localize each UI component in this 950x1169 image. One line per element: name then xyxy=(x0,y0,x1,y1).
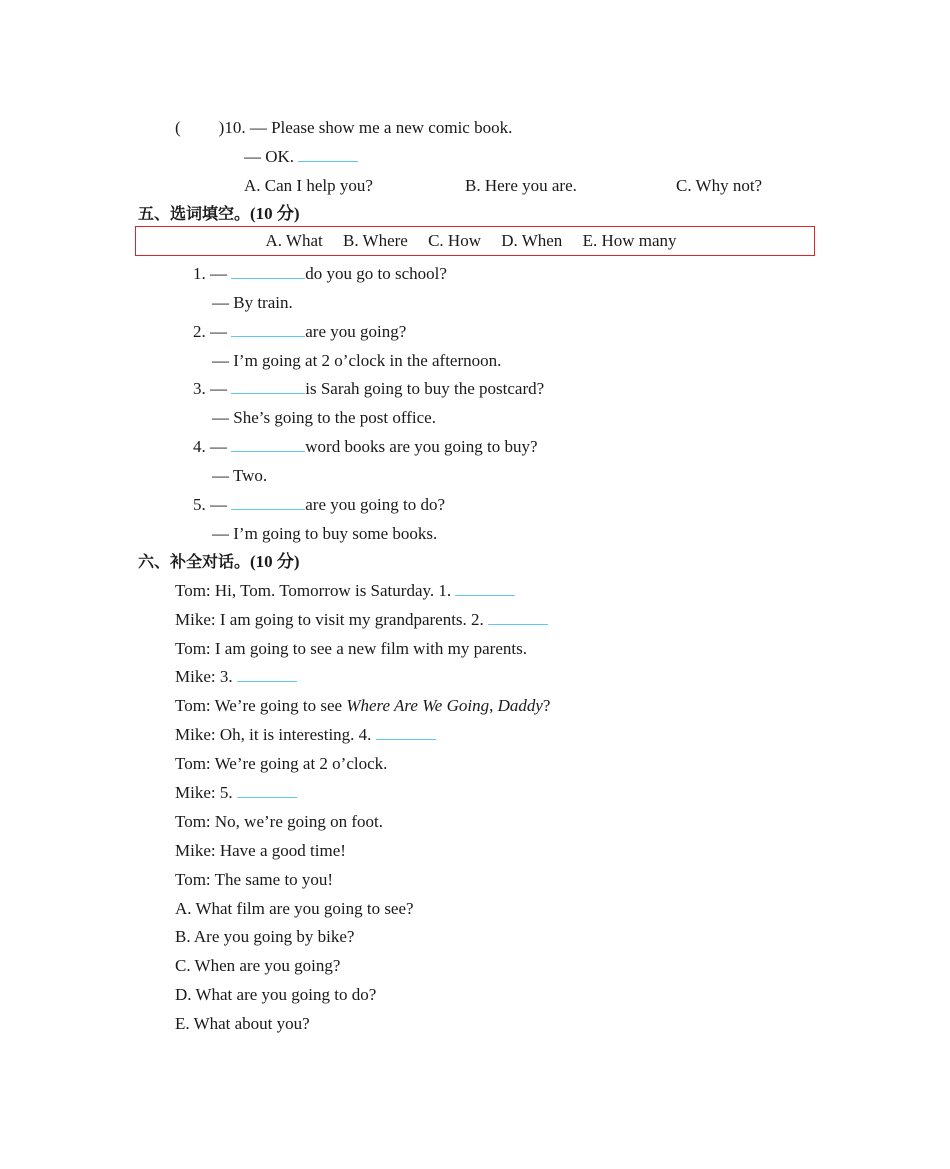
word-option-c: C. How xyxy=(428,231,481,250)
dialogue-line-9: Tom: No, we’re going on foot. xyxy=(175,812,383,831)
s5-item-2-num: 2. xyxy=(193,322,206,341)
s5-dash: — xyxy=(212,293,229,312)
section6-heading xyxy=(138,551,300,573)
q10-option-a: A. Can I help you? xyxy=(244,176,373,195)
q10-reply: OK. xyxy=(265,147,295,166)
s5-item-3-answer-text: She’s going to the post office. xyxy=(233,408,436,427)
s5-item-5-num: 5. xyxy=(193,495,206,514)
section5-title: 五、选词填空。 xyxy=(138,204,251,223)
s5-item-2-answer xyxy=(212,350,501,372)
s5-item-2-blank[interactable] xyxy=(231,322,305,337)
s5-item-2-text: are you going? xyxy=(305,322,407,341)
film-line-prefix: Tom: We’re going to see xyxy=(175,696,347,715)
choice-c: C. When are you going? xyxy=(175,956,341,975)
section5-score: (10 分) xyxy=(250,204,300,223)
s5-item-1-num: 1. xyxy=(193,264,206,283)
word-option-e: E. How many xyxy=(582,231,677,250)
s5-dash: — xyxy=(210,264,227,283)
dialogue-blank-1[interactable] xyxy=(455,581,515,596)
dialogue-blank-4[interactable] xyxy=(376,725,436,740)
q10-paren-open: ( xyxy=(175,118,181,137)
word-option-b: B. Where xyxy=(343,231,408,250)
q10-question: Please show me a new comic book. xyxy=(271,118,513,137)
s5-item-4-answer xyxy=(212,465,267,487)
q10-number: 10. xyxy=(224,118,246,137)
s5-item-5-text: are you going to do? xyxy=(305,495,445,514)
dialogue-line-10: Mike: Have a good time! xyxy=(175,841,346,860)
s5-item-3-answer xyxy=(212,407,436,429)
film-title-comma: , xyxy=(489,696,498,715)
dialogue-line-6 xyxy=(175,724,436,746)
s5-item-1-blank[interactable] xyxy=(231,264,305,279)
q10-reply-line xyxy=(244,146,358,168)
q10-option-b: B. Here you are. xyxy=(465,176,577,195)
choice-e: E. What about you? xyxy=(175,1014,310,1033)
dialogue-line-8 xyxy=(175,782,297,804)
s5-item-5-blank[interactable] xyxy=(231,495,305,510)
s5-dash: — xyxy=(212,524,229,543)
choice-a: A. What film are you going to see? xyxy=(175,899,414,918)
section5-heading xyxy=(138,203,300,225)
s5-dash: — xyxy=(210,379,227,398)
q10-blank[interactable] xyxy=(298,147,358,162)
film-title-part1: Where Are We Going xyxy=(346,696,490,715)
s5-dash: — xyxy=(210,322,227,341)
s5-item-1-question xyxy=(193,263,447,285)
dialogue-line-7: Tom: We’re going at 2 o’clock. xyxy=(175,754,388,773)
choice-d: D. What are you going to do? xyxy=(175,985,377,1004)
s5-item-4-text: word books are you going to buy? xyxy=(305,437,538,456)
film-title-part2: Daddy xyxy=(497,696,543,715)
word-option-d: D. When xyxy=(501,231,563,250)
s5-item-1-answer xyxy=(212,292,293,314)
dialogue-line-6-text: Mike: Oh, it is interesting. 4. xyxy=(175,725,372,744)
dialogue-blank-2[interactable] xyxy=(488,610,548,625)
dialogue-blank-5[interactable] xyxy=(237,783,297,798)
dialogue-line-11: Tom: The same to you! xyxy=(175,870,334,889)
section6-score: (10 分) xyxy=(250,552,300,571)
s5-item-5-answer xyxy=(212,523,437,545)
dialogue-line-4-text: Mike: 3. xyxy=(175,667,233,686)
dialogue-line-4 xyxy=(175,666,297,688)
q10-dash: — xyxy=(249,118,267,137)
s5-item-2-answer-text: I’m going at 2 o’clock in the afternoon. xyxy=(233,351,502,370)
s5-item-3-question xyxy=(193,378,544,400)
s5-item-3-text: is Sarah going to buy the postcard? xyxy=(305,379,545,398)
s5-item-4-num: 4. xyxy=(193,437,206,456)
s5-dash: — xyxy=(210,437,227,456)
q10-option-c: C. Why not? xyxy=(676,176,763,195)
s5-dash: — xyxy=(210,495,227,514)
q10-paren-close: ) xyxy=(218,118,225,137)
s5-item-3-blank[interactable] xyxy=(231,379,305,394)
choice-b: B. Are you going by bike? xyxy=(175,927,355,946)
s5-item-3-num: 3. xyxy=(193,379,206,398)
dialogue-line-1 xyxy=(175,580,515,602)
dialogue-line-2 xyxy=(175,609,548,631)
section6-title: 六、补全对话。 xyxy=(138,552,251,571)
s5-item-5-question xyxy=(193,494,445,516)
s5-item-4-question xyxy=(193,436,538,458)
dialogue-line-8-text: Mike: 5. xyxy=(175,783,233,802)
dialogue-line-1-text: Tom: Hi, Tom. Tomorrow is Saturday. 1. xyxy=(175,581,452,600)
film-line-suffix: ? xyxy=(542,696,551,715)
q10-reply-dash: — xyxy=(244,147,261,166)
dialogue-blank-3[interactable] xyxy=(237,667,297,682)
s5-dash: — xyxy=(212,351,229,370)
s5-item-4-answer-text: Two. xyxy=(232,466,268,485)
dialogue-line-3: Tom: I am going to see a new film with my parents. xyxy=(175,639,527,658)
s5-item-1-text: do you go to school? xyxy=(305,264,447,283)
s5-dash: — xyxy=(212,408,229,427)
dialogue-line-2-text: Mike: I am going to visit my grandparents. 2. xyxy=(175,610,484,629)
word-option-a: A. What xyxy=(265,231,323,250)
q10-question-line xyxy=(175,117,512,139)
s5-dash: — xyxy=(212,466,229,485)
dialogue-line-5 xyxy=(175,695,550,717)
s5-item-5-answer-text: I’m going to buy some books. xyxy=(233,524,438,543)
word-bank-box xyxy=(135,226,815,256)
s5-item-2-question xyxy=(193,321,406,343)
s5-item-4-blank[interactable] xyxy=(231,437,305,452)
word-bank-options xyxy=(136,230,814,252)
s5-item-1-answer-text: By train. xyxy=(233,293,293,312)
